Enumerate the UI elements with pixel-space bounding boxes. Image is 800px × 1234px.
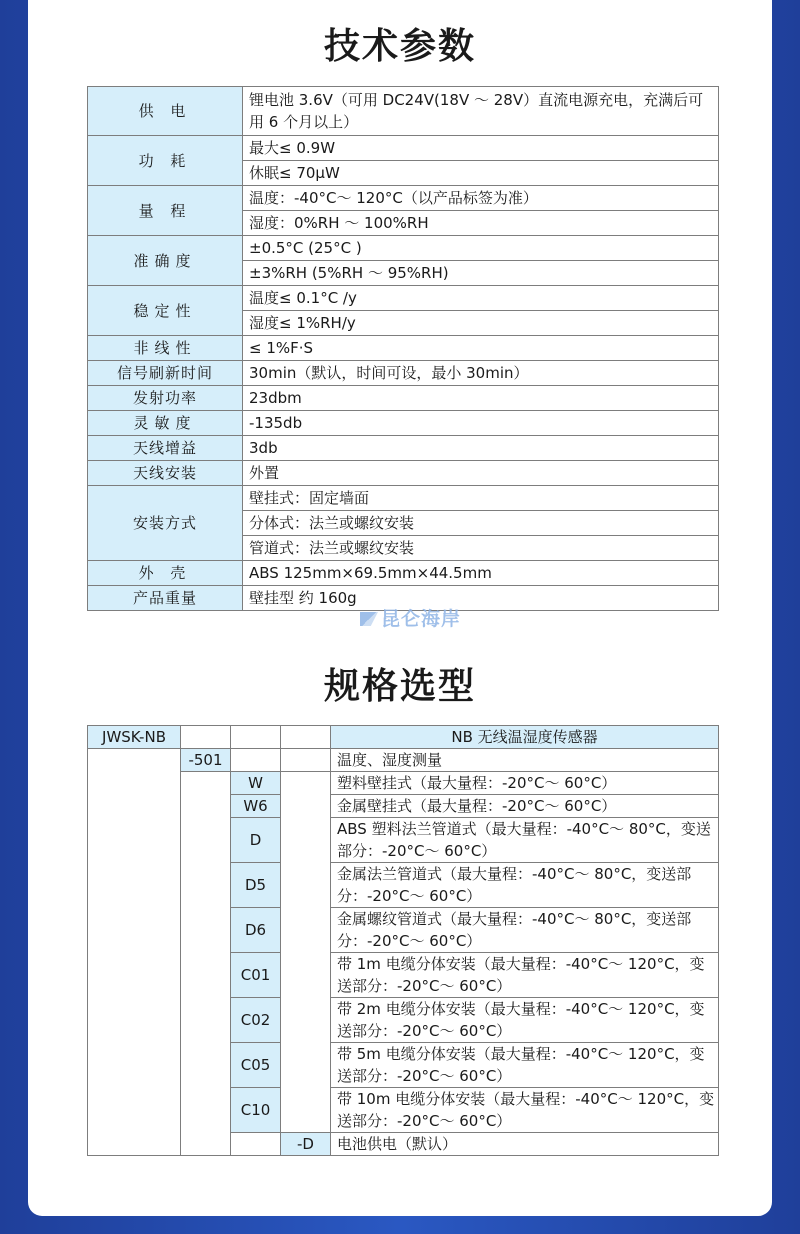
- model-code: JWSK-NB: [88, 726, 181, 749]
- spec-label: 功 耗: [88, 136, 243, 186]
- spec-value: 锂电池 3.6V（可用 DC24V(18V ～ 28V）直流电源充电，充满后可用 6 个月以上）: [243, 87, 719, 136]
- spec-value: -135db: [243, 411, 719, 436]
- spec-table: [87, 86, 719, 611]
- spec-value: 休眠≤ 70μW: [243, 161, 719, 186]
- sel-row-501: [88, 749, 719, 772]
- code-501: -501: [181, 749, 231, 772]
- spec-value: 温度：-40°C～ 120°C（以产品标签为准）: [243, 186, 719, 211]
- spec-label: 外 壳: [88, 561, 243, 586]
- spec-row-stability: [88, 286, 719, 311]
- spec-label: 准确度: [88, 236, 243, 286]
- empty-cell: [181, 726, 231, 749]
- empty-cell: [181, 772, 231, 1156]
- spec-row-sensitivity: [88, 411, 719, 436]
- spec-value: 壁挂式：固定墙面: [243, 486, 719, 511]
- spec-value: 23dbm: [243, 386, 719, 411]
- spec-label: 非线性: [88, 336, 243, 361]
- spec-value: 温度≤ 0.1°C /y: [243, 286, 719, 311]
- spec-value: 湿度：0%RH ～ 100%RH: [243, 211, 719, 236]
- type-code: W: [231, 772, 281, 795]
- spec-label: 天线增益: [88, 436, 243, 461]
- empty-cell: [231, 726, 281, 749]
- type-desc: 金属法兰管道式（最大量程：-40°C～ 80°C，变送部分：-20°C～ 60°C）: [331, 863, 719, 908]
- spec-row-antenna-gain: [88, 436, 719, 461]
- type-code: C01: [231, 953, 281, 998]
- type-desc: 带 1m 电缆分体安装（最大量程：-40°C～ 120°C，变送部分：-20°C～ 60°C）: [331, 953, 719, 998]
- spec-row-consumption: [88, 136, 719, 161]
- selection-title: 规格选型: [323, 666, 476, 707]
- type-code: D6: [231, 908, 281, 953]
- spec-value: 最大≤ 0.9W: [243, 136, 719, 161]
- type-desc: 带 10m 电缆分体安装（最大量程：-40°C～ 120°C，变送部分：-20°C～ 60°C）: [331, 1088, 719, 1133]
- empty-cell: [281, 726, 331, 749]
- spec-row-nonlinearity: [88, 336, 719, 361]
- spec-value: ≤ 1%F·S: [243, 336, 719, 361]
- spec-label: 发射功率: [88, 386, 243, 411]
- spec-value: 壁挂型 约 160g: [243, 586, 719, 611]
- type-code: C10: [231, 1088, 281, 1133]
- type-desc: 塑料壁挂式（最大量程：-20°C～ 60°C）: [331, 772, 719, 795]
- spec-label: 天线安装: [88, 461, 243, 486]
- sel-row-w: [88, 772, 719, 795]
- spec-row-housing: [88, 561, 719, 586]
- spec-label: 供 电: [88, 87, 243, 136]
- model-desc: NB 无线温湿度传感器: [331, 726, 719, 749]
- spec-row-power: [88, 87, 719, 136]
- selection-table: [87, 725, 719, 1156]
- type-desc: ABS 塑料法兰管道式（最大量程：-40°C～ 80°C，变送部分：-20°C～ 60°C）: [331, 818, 719, 863]
- desc-501: 温度、湿度测量: [331, 749, 719, 772]
- brand-logo-text: 昆仑海岸: [381, 608, 462, 630]
- type-desc: 金属壁挂式（最大量程：-20°C～ 60°C）: [331, 795, 719, 818]
- type-desc: 金属螺纹管道式（最大量程：-40°C～ 80°C，变送部分：-20°C～ 60°C）: [331, 908, 719, 953]
- spec-row-tx-power: [88, 386, 719, 411]
- spec-title: 技术参数: [323, 26, 476, 67]
- spec-label: 安装方式: [88, 486, 243, 561]
- power-desc: 电池供电（默认）: [331, 1133, 719, 1156]
- spec-label: 灵敏度: [88, 411, 243, 436]
- type-code: C05: [231, 1043, 281, 1088]
- spec-row-range: [88, 186, 719, 211]
- spec-row-install: [88, 486, 719, 511]
- spec-row-accuracy: [88, 236, 719, 261]
- brand-logo: [360, 604, 461, 631]
- spec-value: ±0.5°C (25°C ): [243, 236, 719, 261]
- spec-value: 外置: [243, 461, 719, 486]
- power-code: -D: [281, 1133, 331, 1156]
- spec-row-refresh: [88, 361, 719, 386]
- spec-label: 量 程: [88, 186, 243, 236]
- type-code: W6: [231, 795, 281, 818]
- type-desc: 带 5m 电缆分体安装（最大量程：-40°C～ 120°C，变送部分：-20°C～ 60°C）: [331, 1043, 719, 1088]
- spec-value: 管道式：法兰或螺纹安装: [243, 536, 719, 561]
- empty-cell: [281, 749, 331, 772]
- spec-value: 30min（默认，时间可设，最小 30min）: [243, 361, 719, 386]
- sel-row-model: [88, 726, 719, 749]
- spec-value: 分体式：法兰或螺纹安装: [243, 511, 719, 536]
- spec-value: ABS 125mm×69.5mm×44.5mm: [243, 561, 719, 586]
- type-code: D: [231, 818, 281, 863]
- type-code: C02: [231, 998, 281, 1043]
- spec-row-antenna-mount: [88, 461, 719, 486]
- brand-mark-icon: [360, 612, 378, 626]
- empty-cell: [88, 749, 181, 1156]
- spec-value: ±3%RH (5%RH ～ 95%RH): [243, 261, 719, 286]
- spec-value: 湿度≤ 1%RH/y: [243, 311, 719, 336]
- type-desc: 带 2m 电缆分体安装（最大量程：-40°C～ 120°C，变送部分：-20°C～ 60°C）: [331, 998, 719, 1043]
- empty-cell: [281, 772, 331, 1133]
- empty-cell: [231, 749, 281, 772]
- spec-label: 产品重量: [88, 586, 243, 611]
- spec-label: 稳定性: [88, 286, 243, 336]
- spec-value: 3db: [243, 436, 719, 461]
- spec-label: 信号刷新时间: [88, 361, 243, 386]
- type-code: D5: [231, 863, 281, 908]
- empty-cell: [231, 1133, 281, 1156]
